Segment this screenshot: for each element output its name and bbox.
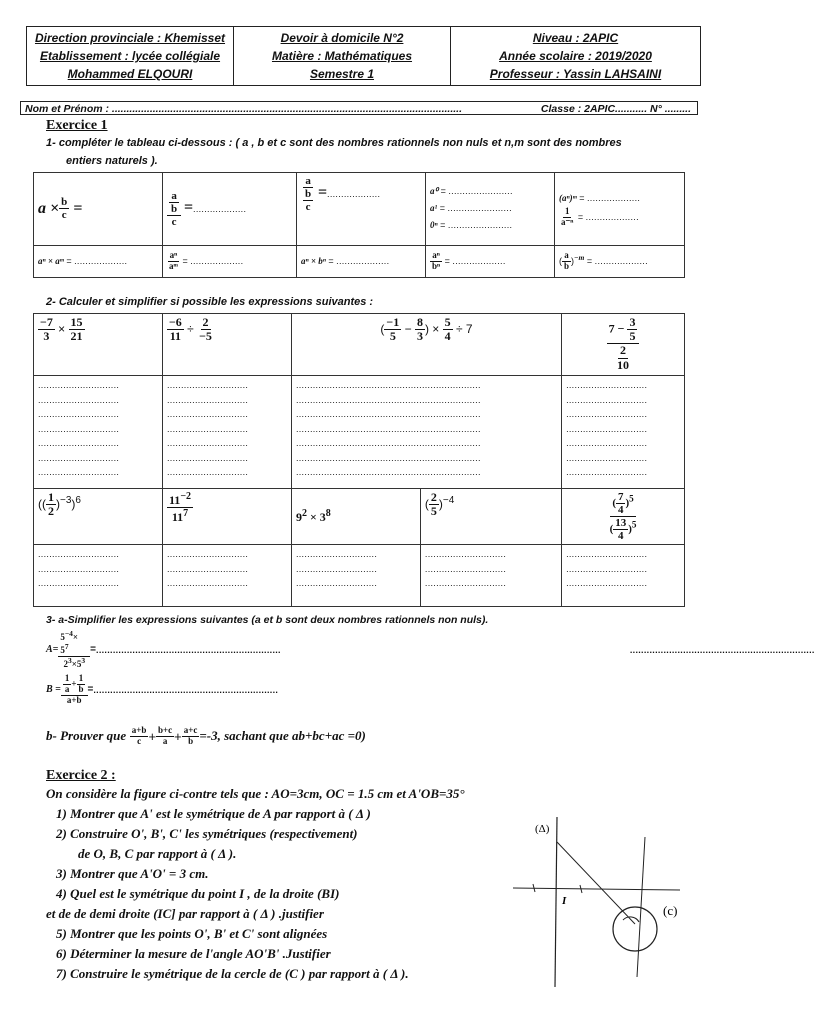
answer-dots[interactable]: .................................................................. <box>96 644 281 655</box>
answer-dots: ................... <box>193 203 247 214</box>
exercise1-q1: 1- compléter le tableau ci-dessous : ( a , b et c sont des nombres rationnels non nuls et n,m sont des nombres <box>46 137 622 149</box>
cell-product-powers[interactable]: aⁿ × aᵐ = ................... <box>34 245 163 277</box>
header-table <box>26 26 701 86</box>
header-niveau: Niveau : 2APIC <box>532 31 619 45</box>
answer-area-3[interactable]: .................................................................. .................................................................. .................................................................. .................................................................. .................................................................. .................................................................. .................................................................. <box>291 376 561 489</box>
header-devoir: Devoir à domicile N°2 <box>280 31 404 45</box>
exercise2-item-2-cont: de O, B, C par rapport à ( Δ ). <box>78 846 237 861</box>
expr-9: ( $\frac{7}{4}$ )$^5$ ( $\frac{13}{4}$ )$^5$ <box>562 489 685 545</box>
calculations-table <box>33 313 685 607</box>
cell-power-of-power[interactable]: (aⁿ)ᵐ = ................... $\frac{1}{\text{a⁻ⁿ}}$ = ................... <box>555 173 685 246</box>
exercise2-item-2: 2) Construire O', B', C' les symétriques (respectivement) <box>56 826 358 841</box>
expr-6: $\frac{11^{-2}}{11^7}$ <box>162 489 291 545</box>
circle-c <box>613 907 657 951</box>
line-bi <box>557 842 635 924</box>
expression-b: B = $\frac{1}{a}$ + $\frac{1}{b}$ a+b = .................................................................. <box>46 674 653 706</box>
answer-area-5[interactable]: ............................. ............................. ............................. <box>34 545 163 607</box>
cell-zero-powers[interactable]: a⁰ = ....................... a¹ = ....................... 0ⁿ = ....................... <box>426 173 555 246</box>
answer-dots: ................... <box>452 255 506 266</box>
prove-statement: b- Prouver que $\frac{a+b}{c}$ + $\frac{b+c}{a}$ + $\frac{a+c}{b}$ =-3, sachant que ab+bc+ac =0) <box>46 725 366 746</box>
prove-pre: b- Prouver que <box>46 728 127 744</box>
exercise2-item-4: 4) Quel est le symétrique du point I , de la droite (BI) <box>56 886 340 901</box>
exercise2-item-4-cont: et de de demi droite (IC] par rapport à ( Δ ) .justifier <box>46 906 324 921</box>
answer-dots: ................... <box>74 256 128 267</box>
answer-area-1[interactable]: ............................. ............................. ............................. ............................. ............................. ............................. ............................. <box>34 376 163 489</box>
prove-post: =-3, sachant que ab+bc+ac =0) <box>199 728 366 744</box>
horizontal-line <box>513 888 680 890</box>
header-col-school <box>27 27 234 85</box>
cell-quotient-powers[interactable]: $\frac{\text{aⁿ}}{\text{aᵐ}}$ = ................... <box>163 245 297 277</box>
exercise1-q2: 2- Calculer et simplifier si possible les expressions suivantes : <box>46 296 374 308</box>
point-i-label: I <box>562 895 567 907</box>
expr-5: (( $\frac{1}{2}$ )$^{-3}$)$^6$ <box>34 489 163 545</box>
answer-area-2[interactable]: ............................. ............................. ............................. ............................. ............................. ............................. ............................. <box>162 376 291 489</box>
student-info-bar <box>20 101 698 115</box>
expr-7: $9^2 \times 3^8$ <box>291 489 420 545</box>
expr-4: 7 − $\frac{3}{5}$ $\frac{2}{10}$ <box>562 314 685 376</box>
header-professeur: Professeur : Yassin LAHSAINI <box>489 67 662 81</box>
header-semestre: Semestre 1 <box>309 67 375 81</box>
expression-b-label: B = <box>46 684 61 696</box>
header-school-name: Mohammed ELQOURI <box>67 67 193 81</box>
exercise2-item-5: 5) Montrer que les points O', B' et C' sont alignées <box>56 926 328 941</box>
delta-label: (Δ) <box>535 823 550 835</box>
answer-area-4[interactable]: ............................. ............................. ............................. ............................. ............................. ............................. ............................. <box>562 376 685 489</box>
answer-dots: ................... <box>585 211 639 222</box>
answer-dots: ................... <box>190 255 244 266</box>
exercise2-item-6: 6) Déterminer la mesure de l'angle AO'B' .Justifier <box>56 946 331 961</box>
powers-table <box>33 172 685 278</box>
answer-dots: ................... <box>594 255 648 266</box>
header-etablissement: Etablissement : lycée collégiale <box>39 49 221 63</box>
answer-area-6[interactable]: ............................. ............................. ............................. <box>162 545 291 607</box>
answer-dots: ....................... <box>447 203 512 214</box>
answer-dots: ................... <box>327 188 381 199</box>
exercise2-item-1: 1) Montrer que A' est le symétrique de A par rapport à ( Δ ) <box>56 806 371 821</box>
exercise2-item-3: 3) Montrer que A'O' = 3 cm. <box>56 866 209 881</box>
answer-dots: ....................... <box>447 220 513 231</box>
exercise2-title: Exercice 2 : <box>46 768 116 783</box>
cell-negative-power[interactable]: ( $\frac{a}{b}$ )$^{-m}$ = ................... <box>555 245 685 277</box>
cell-a-over-b-over-c[interactable]: $\frac{\frac{a}{b}}{c}$ =................... <box>163 173 297 246</box>
header-direction: Direction provinciale : Khemisset <box>34 31 226 45</box>
cell-product-bases[interactable]: aⁿ × bⁿ = ................... <box>297 245 426 277</box>
expr-8: ( $\frac{2}{5}$ )$^{-4}$ <box>420 489 561 545</box>
exercise2-intro: On considère la figure ci-contre tels que : AO=3cm, OC = 1.5 cm et A'OB=35° <box>46 786 465 801</box>
answer-area-7[interactable]: ............................. ............................. ............................. <box>291 545 420 607</box>
cell-a-over-b-over-c-2[interactable]: $\frac{a}{\frac{b}{c}}$ =................... <box>297 173 426 246</box>
expr-3: ( $\frac{-1}{5}$ − $\frac{8}{3}$ ) × $\frac{5}{4}$ ÷ 7 <box>291 314 561 376</box>
student-name-field[interactable]: Nom et Prénom : ........................................................................................................................ <box>25 103 462 115</box>
axis-delta-line <box>555 817 557 987</box>
answer-area-8[interactable]: ............................. ............................. ............................. <box>420 545 561 607</box>
header-annee: Année scolaire : 2019/2020 <box>499 49 652 63</box>
exercise1-q1-cont: entiers naturels ). <box>66 155 158 167</box>
answer-dots: ................... <box>586 192 641 203</box>
header-col-level <box>451 27 700 85</box>
answer-dots: ................... <box>336 256 390 267</box>
answer-dots[interactable]: .................................................................. <box>93 684 279 695</box>
exercise1-title: Exercice 1 <box>46 118 108 133</box>
expression-a-label: A= <box>46 644 59 656</box>
exercise2-item-7: 7) Construire le symétrique de la cercle de (C ) par rapport à ( Δ ). <box>56 966 409 981</box>
cell-quotient-bases[interactable]: $\frac{\text{aⁿ}}{\text{bⁿ}}$ = ................... <box>426 245 555 277</box>
header-col-devoir <box>234 27 451 85</box>
expression-a: A= $\frac{5^{-4}\times 5^7}{2^3\times 5^3}$ = .................................................................. .................................................................. <box>46 629 815 669</box>
student-class-field[interactable]: Classe : 2APIC........... N° ......... <box>540 103 691 115</box>
answer-area-9[interactable]: ............................. ............................. ............................. <box>562 545 685 607</box>
cell-a-times-b-over-c[interactable]: a × $\frac{b}{c}$ = <box>34 173 163 246</box>
expr-2: $\frac{-6}{11}$ ÷ $\frac{2}{-5}$ <box>162 314 291 376</box>
header-matiere: Matière : Mathématiques <box>271 49 413 63</box>
geometry-figure <box>505 812 705 990</box>
expr-1: $\frac{-7}{3}$ × $\frac{15}{21}$ <box>34 314 163 376</box>
exercise1-q3: 3- a-Simplifier les expressions suivantes (a et b sont deux nombres rationnels non nuls). <box>46 614 489 626</box>
answer-dots: ....................... <box>448 186 513 197</box>
circle-c-label: (c) <box>663 903 678 918</box>
